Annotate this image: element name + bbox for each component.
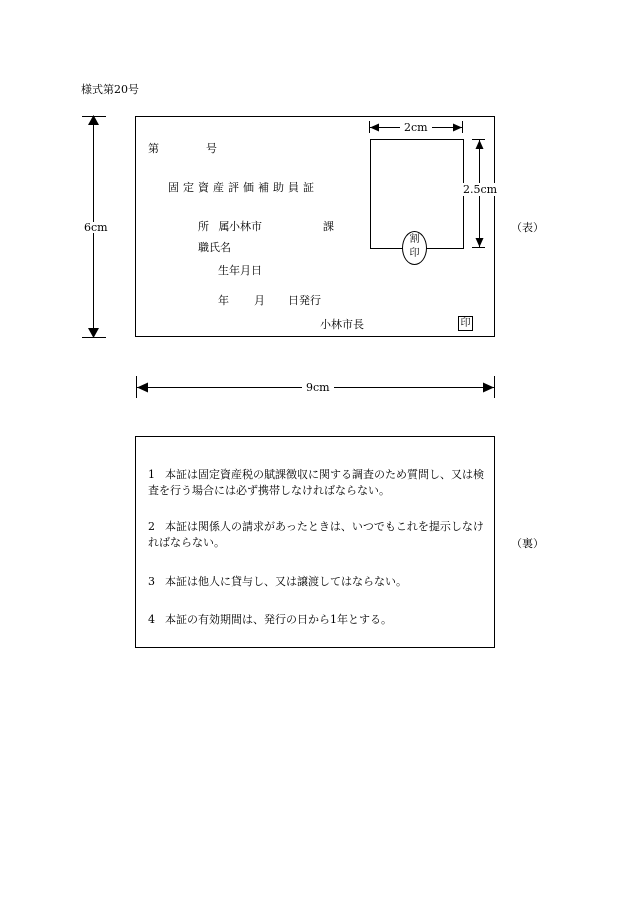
issue-month: 月 [254,294,265,307]
affiliation-section: 課 [323,220,334,233]
back-item-4-number: 4 [148,613,155,626]
issue-day: 日発行 [288,294,321,307]
split-seal-top: 割 [409,234,420,245]
width-dim-label: 9cm [302,382,334,393]
split-seal-bottom: 印 [409,248,420,259]
back-item-1 [148,467,488,499]
issue-year: 年 [218,294,229,307]
card-title: 固定資産評価補助員証 [168,181,318,194]
back-item-3-text: 本証は他人に貸与し、又は譲渡してはならない。 [165,575,407,588]
height-dim-label: 6cm [80,222,112,233]
number-suffix: 号 [206,142,217,155]
back-item-1-number: 1 [148,468,155,481]
back-card [135,436,495,648]
arrow-right-icon [453,123,462,132]
form-number: 様式第20号 [81,83,139,96]
back-side-label: （裏） [511,537,544,550]
photo-width-label: 2cm [400,122,432,133]
split-seal [402,231,427,265]
arrow-left-icon [137,382,148,393]
arrow-down-icon [87,328,100,338]
arrow-down-icon [475,238,484,247]
width-dim-right-tick [494,376,495,398]
photo-width-right-tick [462,121,463,133]
number-prefix: 第 [148,142,159,155]
back-item-2-text: 本証は関係人の請求があったときは、いつでもこれを提示しなければならない。 [148,520,484,549]
affiliation-city: 小林市 [229,220,262,233]
position-name-label: 職氏名 [198,241,231,254]
back-item-2-number: 2 [148,520,155,533]
back-item-3-number: 3 [148,575,155,588]
arrow-up-icon [475,140,484,149]
issuer-name: 小林市長 [320,318,364,331]
official-seal: 印 [458,316,473,331]
arrow-left-icon [370,123,379,132]
back-item-3 [148,574,488,590]
front-card [135,116,498,337]
front-side-label: （表） [511,221,544,234]
back-item-2 [148,519,488,551]
photo-height-bottom-tick [472,247,485,248]
arrow-up-icon [87,115,100,125]
arrow-right-icon [483,382,494,393]
affiliation-label: 所 属 [198,220,230,233]
back-item-1-text: 本証は固定資産税の賦課徴収に関する調査のため質問し、又は検査を行う場合には必ず携帯しなければならない。 [148,468,484,497]
back-item-4 [148,612,488,628]
birthdate-label: 生年月日 [218,264,262,277]
back-item-4-text: 本証の有効期間は、発行の日から1年とする。 [165,613,392,626]
photo-height-label: 2.5cm [463,183,498,196]
